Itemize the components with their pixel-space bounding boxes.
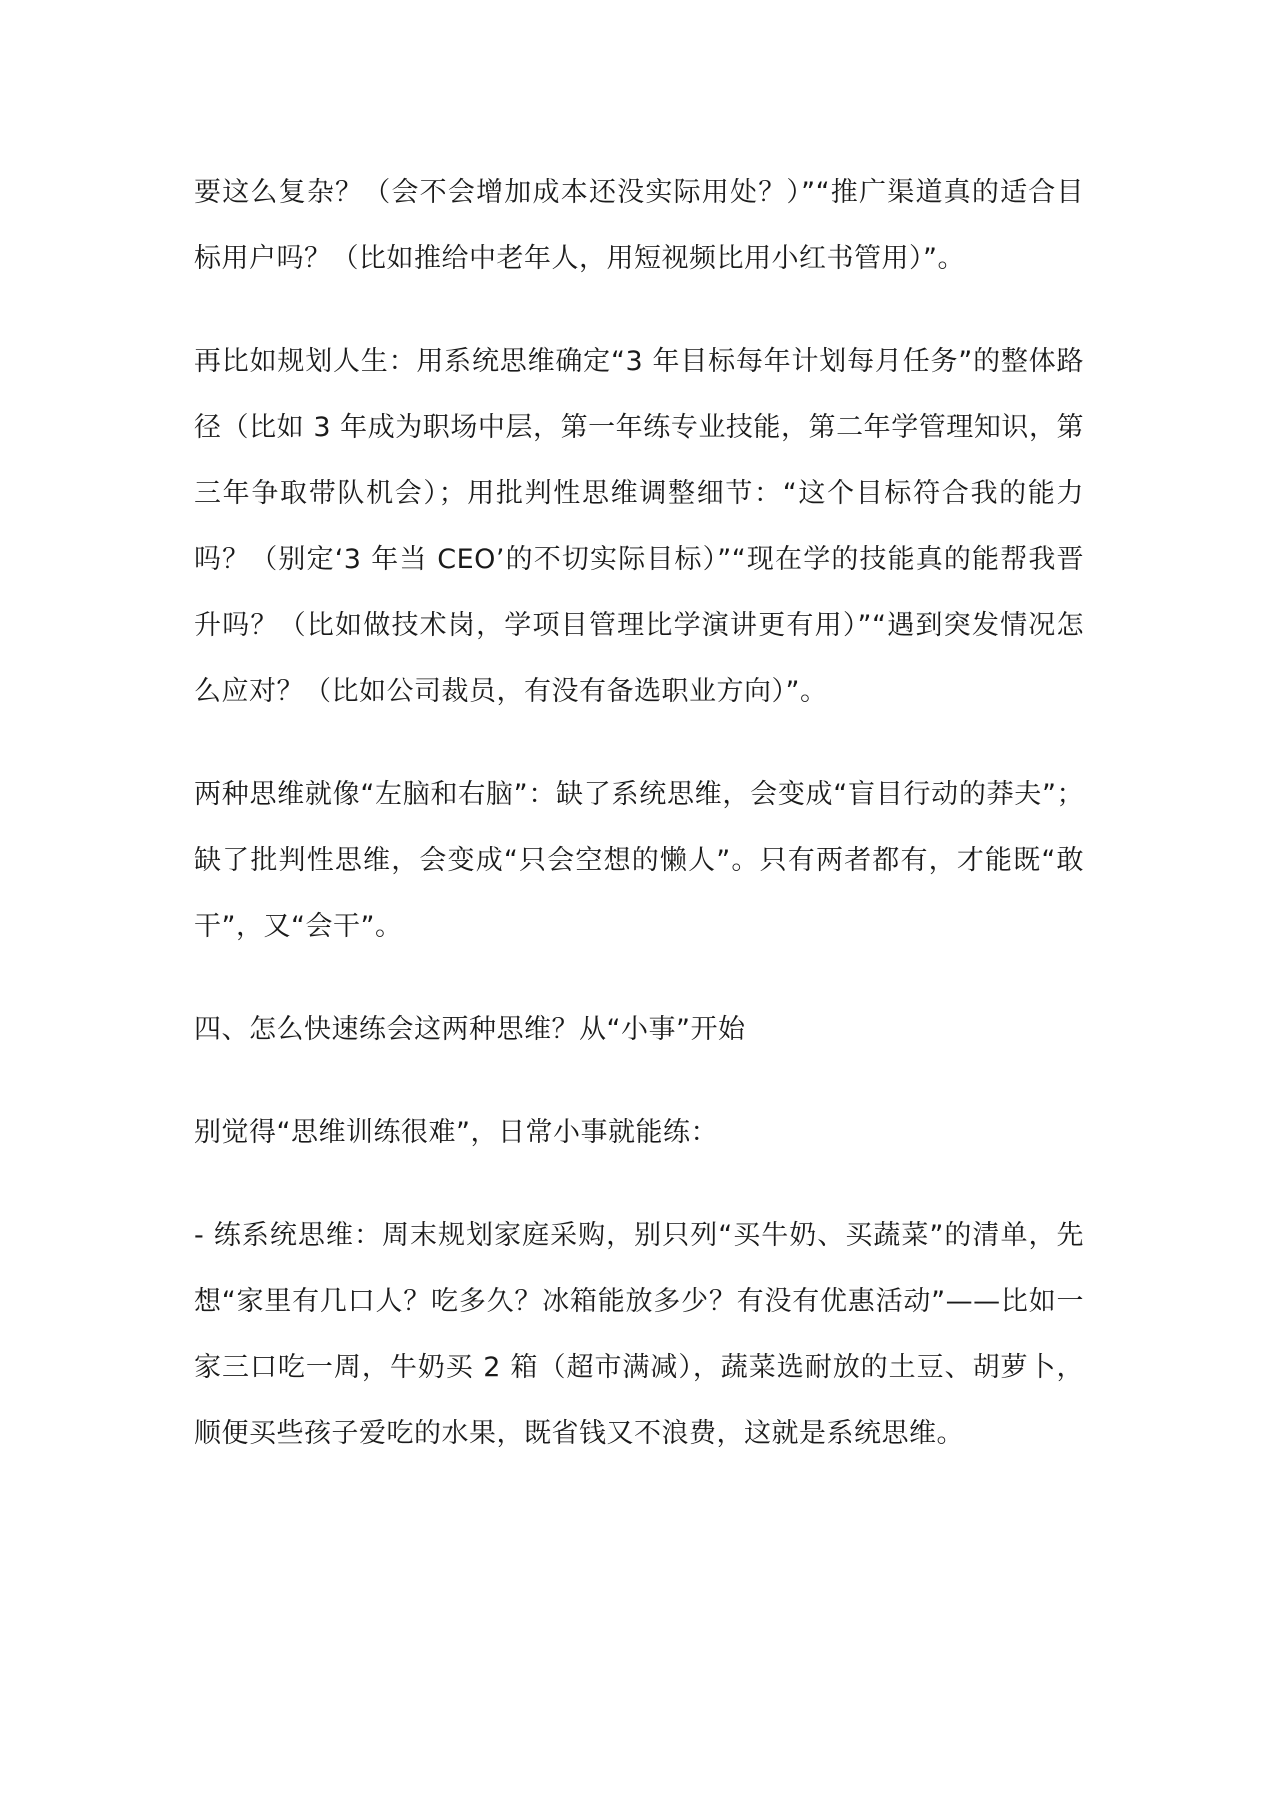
paragraph-life-planning: 再比如规划人生：用系统思维确定“3 年目标每年计划每月任务”的整体路径（比如 3 年成为职场中层，第一年练专业技能，第二年学管理知识，第三年争取带队机会）；用批判性思维调整细节：“这个目标符合我的能力吗？（别定‘3 年当 CEO’的不切实际目标）”“现在学的技能真的能帮我晋升吗？（比如做技术岗，学项目管理比学演讲更有用）”“遇到突发情况怎么应对？（比如公司裁员，有没有备选职业方向）”。 <box>194 346 1084 707</box>
section-heading: 四、怎么快速练会这两种思维？从“小事”开始 <box>194 1014 746 1045</box>
paragraph-daily-practice: 别觉得“思维训练很难”，日常小事就能练： <box>194 1117 718 1148</box>
paragraph-system-thinking-practice: - 练系统思维：周末规划家庭采购，别只列“买牛奶、买蔬菜”的清单，先想“家里有几口人？吃多久？冰箱能放多少？有没有优惠活动”——比如一家三口吃一周，牛奶买 2 箱（超市满减），蔬菜选耐放的土豆、胡萝卜，顺便买些孩子爱吃的水果，既省钱又不浪费，这就是系统思维。 <box>194 1220 1084 1449</box>
document-body <box>194 160 1084 1504</box>
paragraph-continuation: 要这么复杂？（会不会增加成本还没实际用处？）”“推广渠道真的适合目标用户吗？（比如推给中老年人，用短视频比用小红书管用）”。 <box>194 177 1084 274</box>
paragraph-left-right-brain: 两种思维就像“左脑和右脑”：缺了系统思维，会变成“盲目行动的莽夫”；缺了批判性思维，会变成“只会空想的懒人”。只有两者都有，才能既“敢干”，又“会干”。 <box>194 779 1084 942</box>
